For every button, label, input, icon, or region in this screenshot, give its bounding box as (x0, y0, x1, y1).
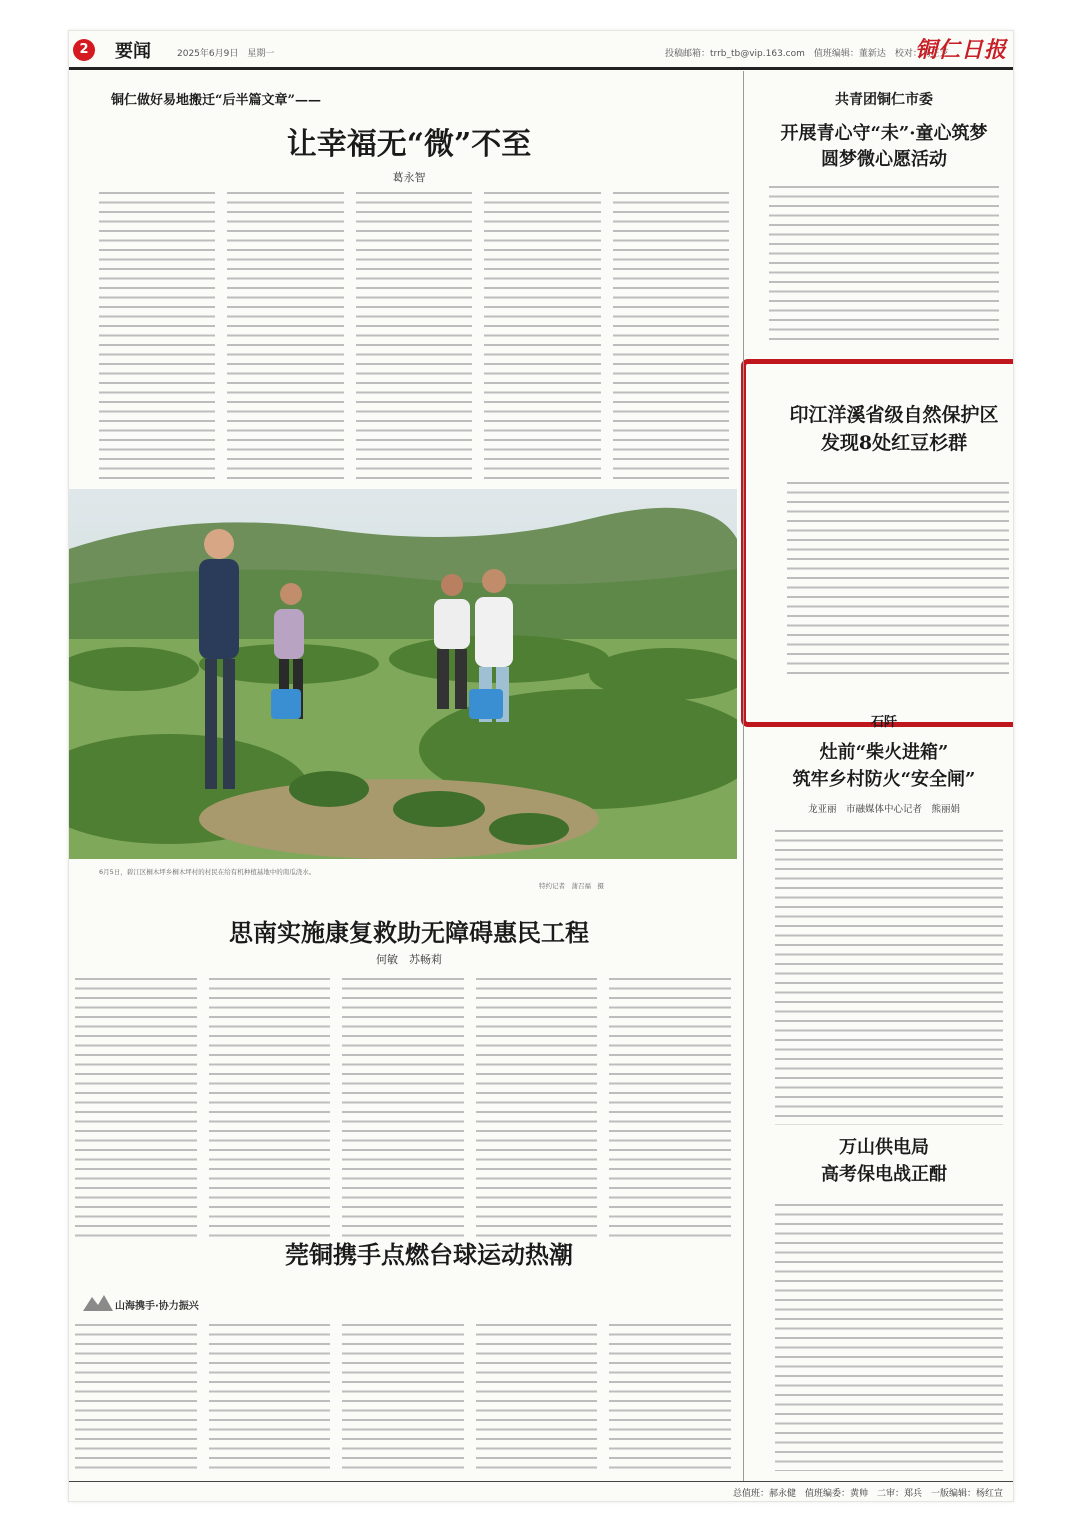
footer (69, 1481, 1013, 1499)
fire-body-text (775, 827, 1003, 1125)
newspaper-logo: 铜仁日报 (914, 37, 1007, 63)
mountain-icon (83, 1291, 113, 1313)
billiards-headline: 莞铜携手点燃台球运动热潮 (285, 1240, 573, 1269)
lead-body-text (99, 189, 729, 479)
highlight-headline: 印江洋溪省级自然保护区 发现8处红豆杉群 (789, 404, 999, 454)
newspaper-page (68, 30, 1014, 1502)
lead-kicker: 铜仁做好易地搬迁“后半篇文章”—— (111, 93, 321, 108)
sinan-byline: 何敏 苏畅莉 (376, 953, 442, 966)
column-divider (743, 71, 744, 1481)
sinan-body-text (75, 975, 731, 1241)
sinan-headline: 思南实施康复救助无障碍惠民工程 (229, 918, 589, 947)
field-photo (69, 489, 737, 859)
power-body-text (775, 1201, 1003, 1471)
power-headline: 万山供电局 高考保电战正酣 (821, 1137, 947, 1185)
masthead (69, 37, 1013, 70)
footer-text: 总值班：郝永健 值班编委：黄帅 二审：郑兵 一版编辑：杨红宣 (732, 1489, 1003, 1499)
photo-scene (69, 489, 737, 859)
fire-location: 石阡 (870, 715, 897, 730)
page-number: 2 (73, 39, 95, 61)
mountain-sea-logo: 山海携手·协力振兴 (83, 1291, 223, 1315)
fire-headline: 灶前“柴火进箱” 筑牢乡村防火“安全闸” (792, 742, 976, 790)
photo-credit: 特约记者 蒲召福 摄 (539, 882, 604, 890)
youth-body-text (769, 183, 999, 343)
lead-byline: 葛永智 (392, 171, 426, 184)
youth-headline: 开展青心守“未”·童心筑梦 圆梦微心愿活动 (780, 123, 988, 170)
fire-byline: 龙亚丽 市融媒体中心记者 熊丽娟 (807, 804, 960, 815)
section-title: 要闻 (115, 41, 151, 62)
editor-email: 投稿邮箱：trrb_tb@vip.163.com 值班编辑：董新达 校对：马正芝 (665, 49, 949, 59)
highlight-body-text (787, 479, 1009, 679)
issue-date: 2025年6月9日 星期一 (177, 49, 275, 59)
photo-caption: 6月5日，碧江区桐木坪乡桐木坪村的村民在给有机种植基地中的南瓜浇水。 (99, 868, 316, 876)
youth-org: 共青团铜仁市委 (835, 92, 933, 108)
lead-headline: 让幸福无“微”不至 (286, 127, 532, 162)
billiards-body-text (75, 1321, 731, 1471)
